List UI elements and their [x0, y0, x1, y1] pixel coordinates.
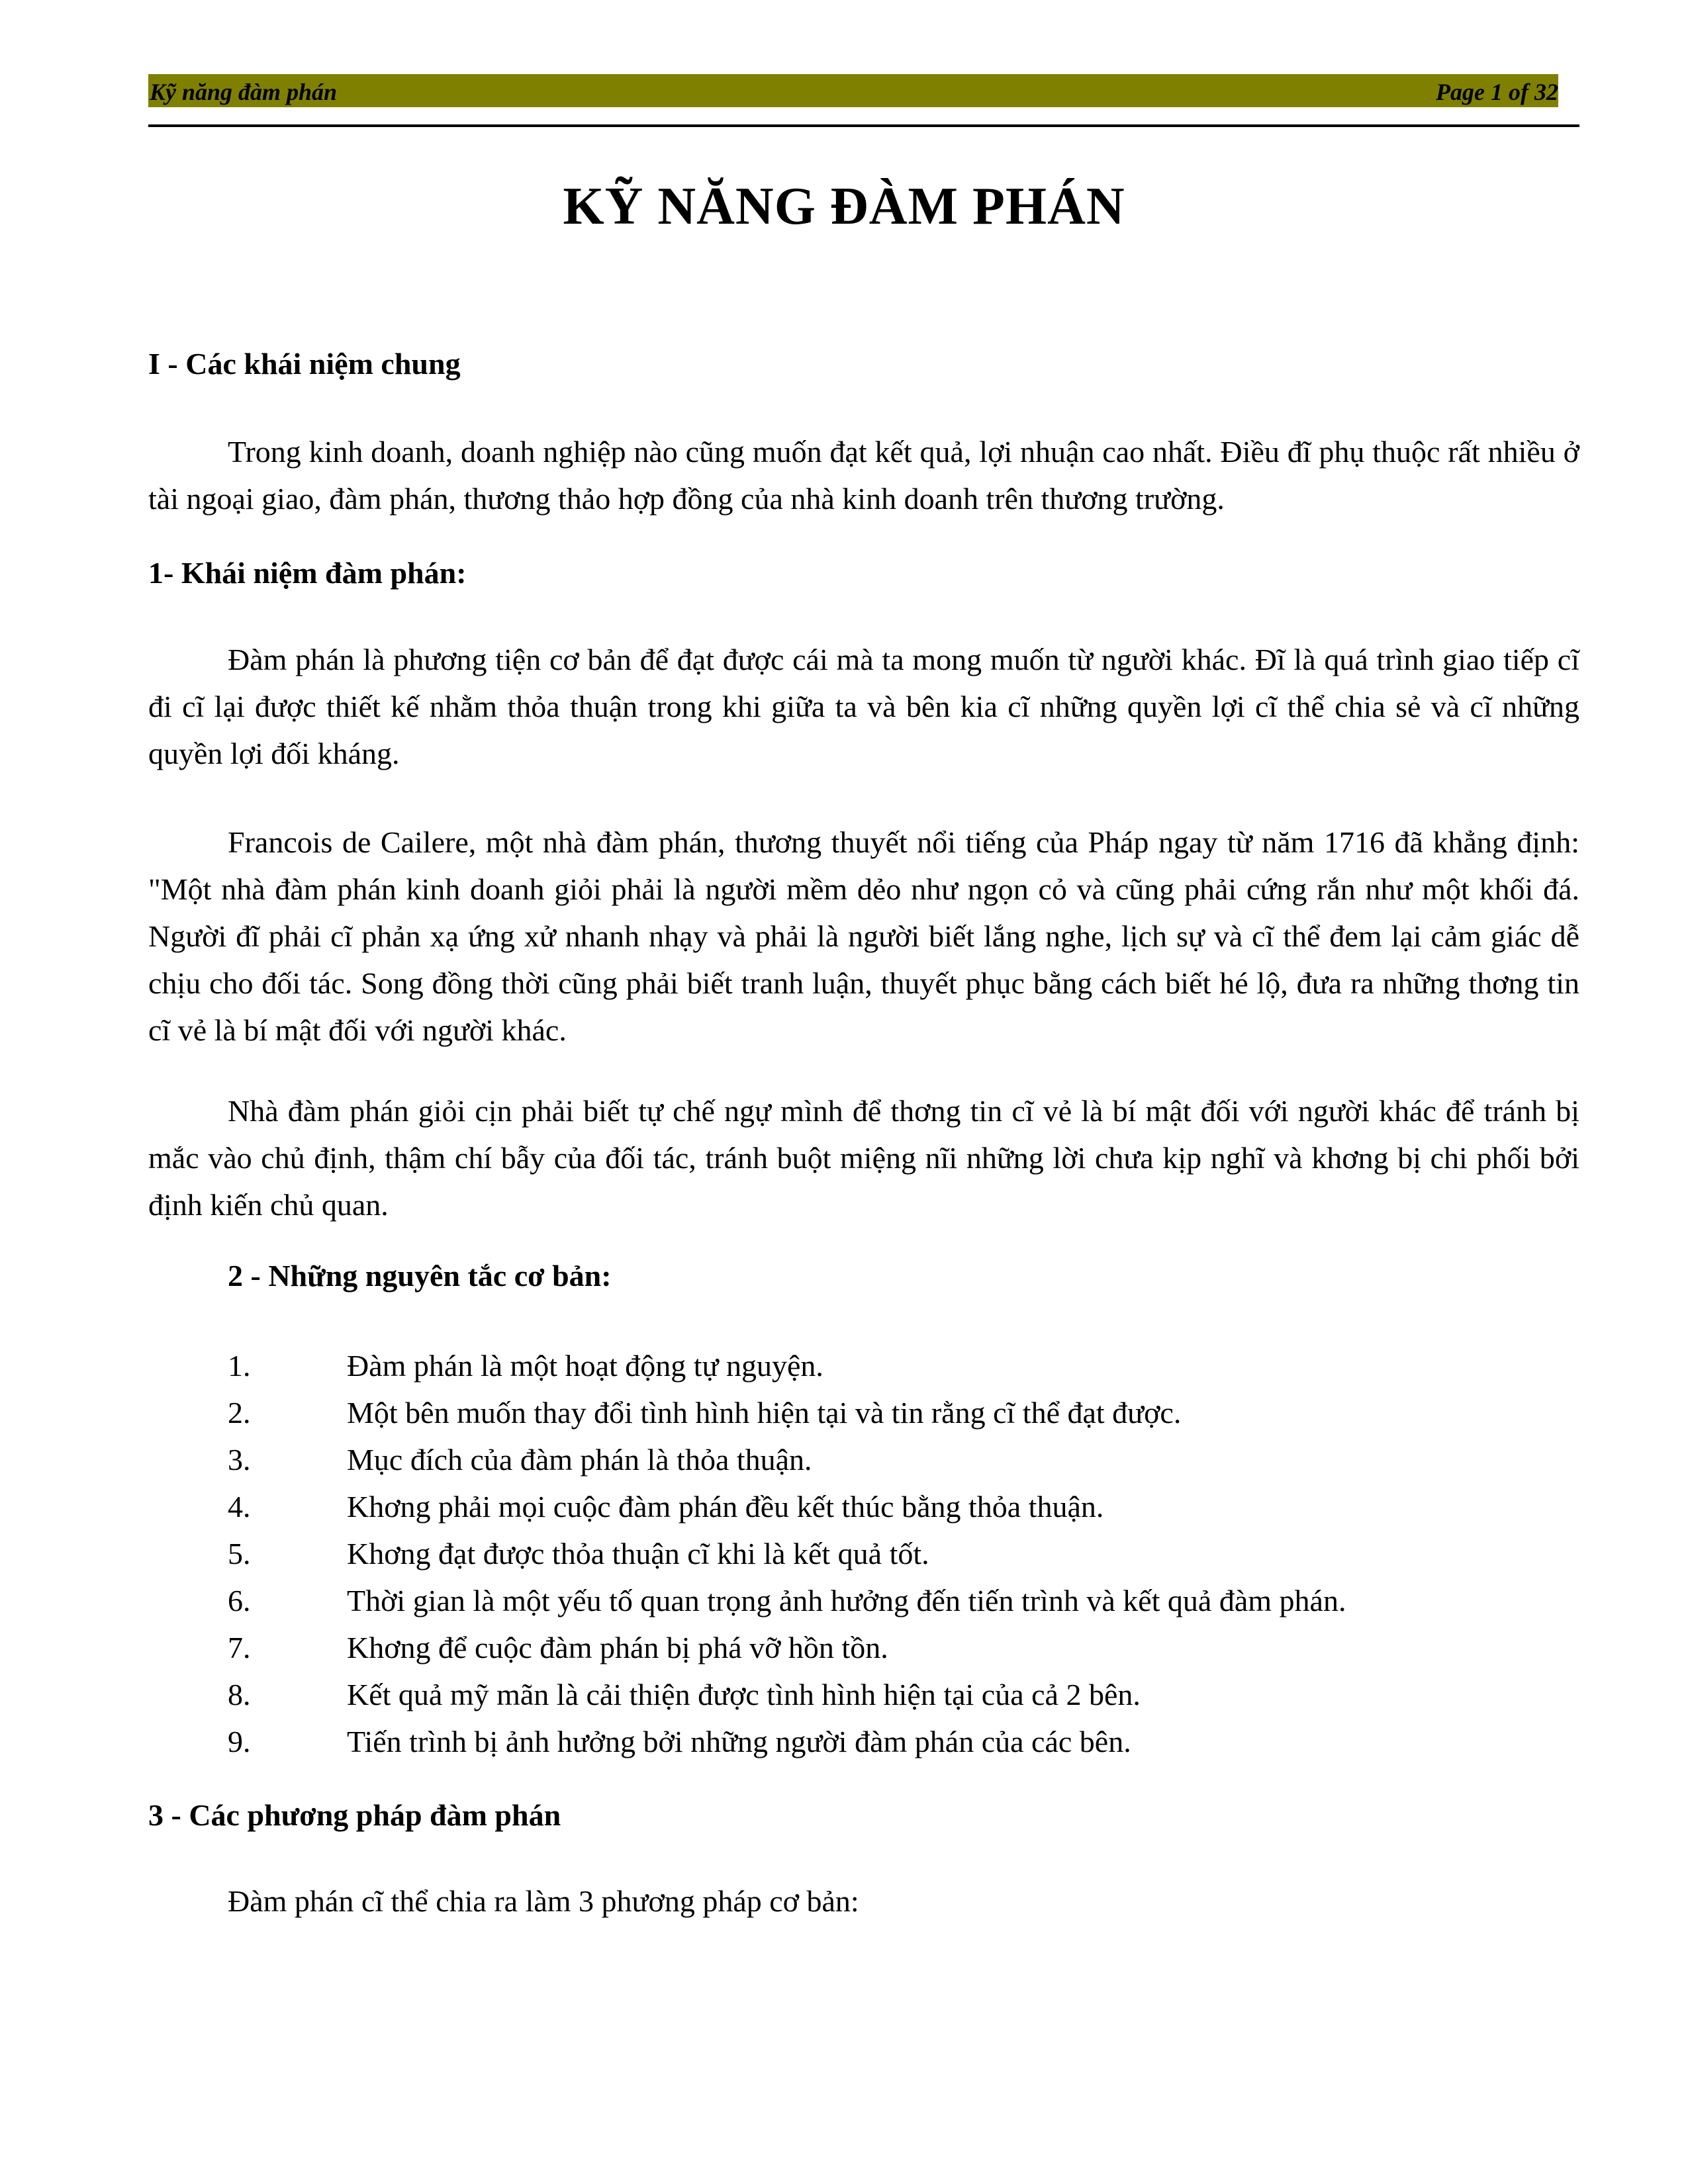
- list-number: 4.: [228, 1490, 251, 1524]
- list-number: 5.: [228, 1537, 251, 1570]
- list-number: 1.: [228, 1349, 251, 1383]
- list-item: [228, 1577, 1579, 1624]
- paragraph-skills: Nhà đàm phán giỏi cịn phải biết tự chế ngự mình để thơng tin cĩ vẻ là bí mật đối với người khác để tránh bị mắc vào chủ định, thậm chí bẫy của đối tác, tránh buột miệng nĩi những lời chưa kịp nghĩ và khơng bị chi phối bởi định kiến chủ quan.: [148, 1094, 1579, 1222]
- list-text: Khơng phải mọi cuộc đàm phán đều kết thúc bằng thỏa thuận.: [347, 1490, 1104, 1524]
- list-item: [228, 1671, 1579, 1718]
- list-number: 7.: [228, 1631, 251, 1664]
- header-bar: [148, 74, 1558, 107]
- list-text: Khơng để cuộc đàm phán bị phá vỡ hồn tồn.: [347, 1631, 888, 1664]
- list-number: 9.: [228, 1725, 251, 1758]
- list-number: 2.: [228, 1396, 251, 1430]
- page-number: Page 1 of 32: [1436, 79, 1558, 105]
- header-divider: [148, 124, 1579, 127]
- list-number: 3.: [228, 1443, 251, 1477]
- list-item: [228, 1624, 1579, 1671]
- list-text: Kết quả mỹ mãn là cải thiện được tình hình hiện tại của cả 2 bên.: [347, 1678, 1141, 1711]
- list-text: Một bên muốn thay đổi tình hình hiện tại và tin rằng cĩ thể đạt được.: [347, 1396, 1182, 1430]
- list-text: Tiến trình bị ảnh hưởng bởi những người đàm phán của các bên.: [347, 1725, 1131, 1758]
- list-item: [228, 1436, 1579, 1483]
- list-item: [228, 1389, 1579, 1436]
- principles-list: [228, 1342, 1579, 1765]
- list-number: 6.: [228, 1584, 251, 1617]
- list-text: Khơng đạt được thỏa thuận cĩ khi là kết quả tốt.: [347, 1537, 929, 1570]
- paragraph-methods: Đàm phán cĩ thể chia ra làm 3 phương pháp cơ bản:: [228, 1884, 859, 1918]
- list-item: [228, 1530, 1579, 1577]
- list-item: [228, 1718, 1579, 1765]
- subsection-heading-3: 3 - Các phương pháp đàm phán: [148, 1798, 561, 1832]
- subsection-heading-2: 2 - Những nguyên tắc cơ bản:: [228, 1259, 612, 1293]
- paragraph-intro: Trong kinh doanh, doanh nghiệp nào cũng muốn đạt kết quả, lợi nhuận cao nhất. Điều đĩ phụ thuộc rất nhiều ở tài ngoại giao, đàm phán, thương thảo hợp đồng của nhà kinh doanh trên thương trường.: [148, 435, 1579, 516]
- list-number: 8.: [228, 1678, 251, 1711]
- document-title: KỸ NĂNG ĐÀM PHÁN: [563, 177, 1125, 236]
- paragraph-quote: Francois de Cailere, một nhà đàm phán, thương thuyết nổi tiếng của Pháp ngay từ năm 1716 đã khẳng định: "Một nhà đàm phán kinh doanh giỏi phải là người mềm dẻo như ngọn cỏ và cũng phải cứng rắn như một khối đá. Người đĩ phải cĩ phản xạ ứng xử nhanh nhạy và phải là người biết lắng nghe, lịch sự và cĩ thể đem lại cảm giác dễ chịu cho đối tác. Song đồng thời cũng phải biết tranh luận, thuyết phục bằng cách biết hé lộ, đưa ra những thơng tin cĩ vẻ là bí mật đối với người khác.: [148, 825, 1579, 1047]
- header-title: Kỹ năng đàm phán: [150, 79, 338, 105]
- paragraph-definition: Đàm phán là phương tiện cơ bản để đạt được cái mà ta mong muốn từ người khác. Đĩ là quá trình giao tiếp cĩ đi cĩ lại được thiết kế nhằm thỏa thuận trong khi giữa ta và bên kia cĩ những quyền lợi cĩ thể chia sẻ và cĩ những quyền lợi đối kháng.: [148, 643, 1579, 770]
- list-text: Mục đích của đàm phán là thỏa thuận.: [347, 1443, 812, 1477]
- section-heading-1: I - Các khái niệm chung: [148, 347, 461, 381]
- list-item: [228, 1342, 1579, 1389]
- subsection-heading-1: 1- Khái niệm đàm phán:: [148, 556, 467, 590]
- list-item: [228, 1483, 1579, 1530]
- list-text: Thời gian là một yếu tố quan trọng ảnh hưởng đến tiến trình và kết quả đàm phán.: [347, 1584, 1346, 1617]
- list-text: Đàm phán là một hoạt động tự nguyện.: [347, 1349, 823, 1383]
